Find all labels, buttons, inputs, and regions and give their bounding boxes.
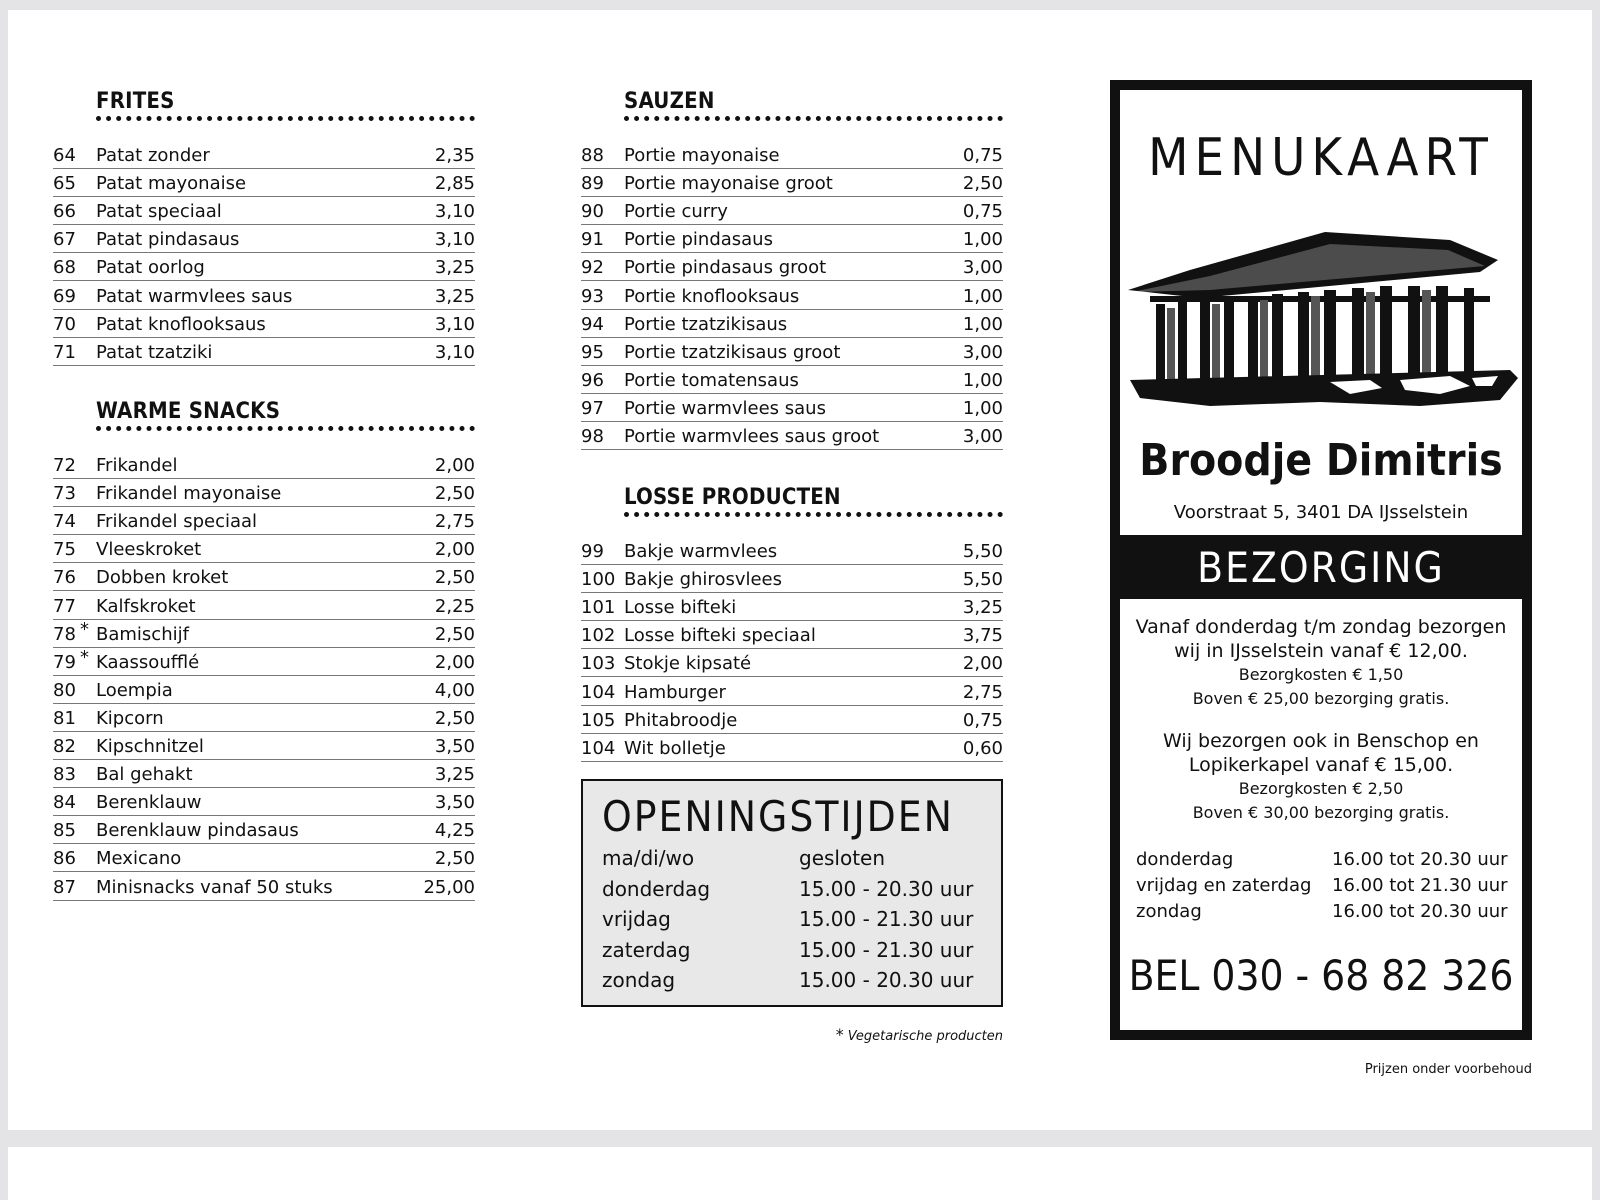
next-page-sheet xyxy=(8,1147,1592,1200)
menu-item xyxy=(53,169,475,197)
item-name: Frikandel mayonaise xyxy=(96,483,282,505)
menukaart-title: MENUKAART xyxy=(1148,128,1494,188)
openingstijden-box xyxy=(581,779,1003,1007)
hours-time: 16.00 tot 21.30 uur xyxy=(1332,875,1508,896)
item-name: Patat warmvlees saus xyxy=(96,285,293,307)
menu-item xyxy=(53,620,475,648)
hours-row xyxy=(1136,873,1522,899)
losse-producten-section xyxy=(581,484,1003,762)
item-number: 101 xyxy=(581,597,616,619)
menu-item xyxy=(581,310,1003,338)
item-number: 90 xyxy=(581,201,604,223)
item-name: Berenklauw xyxy=(96,792,202,814)
losse-producten-heading: LOSSE PRODUCTEN xyxy=(624,484,1003,517)
item-name: Frikandel speciaal xyxy=(96,511,258,533)
item-number: 97 xyxy=(581,397,604,419)
item-name: Kipcorn xyxy=(96,707,164,729)
item-price: 2,50 xyxy=(434,707,475,729)
item-number: 104 xyxy=(581,681,616,703)
hours-day: zondag xyxy=(1136,901,1202,922)
item-price: 3,50 xyxy=(434,792,475,814)
menu-item xyxy=(53,844,475,872)
item-name: Patat mayonaise xyxy=(96,173,247,195)
menu-item xyxy=(53,676,475,704)
item-number: 78 * xyxy=(53,618,89,645)
menu-item xyxy=(581,734,1003,762)
menu-item xyxy=(581,677,1003,705)
item-name: Losse bifteki xyxy=(624,597,737,619)
menu-item xyxy=(581,565,1003,593)
item-name: Patat knoflooksaus xyxy=(96,313,266,335)
item-number: 102 xyxy=(581,625,616,647)
menu-item xyxy=(581,366,1003,394)
menu-item xyxy=(53,872,475,900)
item-name: Minisnacks vanaf 50 stuks xyxy=(96,876,333,898)
item-price: 3,10 xyxy=(434,313,475,335)
hours-day: donderdag xyxy=(1136,849,1234,870)
item-price: 2,00 xyxy=(434,539,475,561)
frites-list xyxy=(53,141,475,366)
item-name: Dobben kroket xyxy=(96,567,229,589)
hours-row xyxy=(602,965,983,996)
item-name: Portie knoflooksaus xyxy=(624,285,800,307)
item-number: 92 xyxy=(581,257,604,279)
item-number: 100 xyxy=(581,569,616,591)
item-name: Patat zonder xyxy=(96,145,210,167)
item-number: 83 xyxy=(53,764,76,786)
menu-item xyxy=(53,197,475,225)
openingstijden-rows xyxy=(602,843,983,996)
item-number: 76 xyxy=(53,567,76,589)
item-price: 2,75 xyxy=(962,681,1003,703)
item-name: Portie pindasaus xyxy=(624,229,773,251)
hours-time: 15.00 - 21.30 uur xyxy=(799,907,974,931)
sauzen-section xyxy=(581,88,1003,450)
vegetarian-marker: * xyxy=(80,646,89,668)
item-price: 3,75 xyxy=(962,625,1003,647)
hours-day: zaterdag xyxy=(602,937,691,962)
menu-item xyxy=(53,760,475,788)
item-name: Portie mayonaise xyxy=(624,145,780,167)
menu-item xyxy=(53,225,475,253)
item-name: Mexicano xyxy=(96,848,182,870)
item-number: 96 xyxy=(581,369,604,391)
item-name: Kalfskroket xyxy=(96,595,196,617)
item-name: Portie warmvlees saus groot xyxy=(624,426,880,448)
hours-day: ma/di/wo xyxy=(602,846,695,870)
hours-day: vrijdag xyxy=(602,907,671,931)
delivery1-line1: Vanaf donderdag t/m zondag bezorgen xyxy=(1135,616,1507,638)
item-price: 0,75 xyxy=(962,145,1003,167)
item-number: 95 xyxy=(581,341,604,363)
item-price: 3,00 xyxy=(962,426,1003,448)
item-price: 3,25 xyxy=(962,597,1003,619)
hours-row xyxy=(602,874,983,905)
menu-item xyxy=(53,535,475,563)
item-name: Patat pindasaus xyxy=(96,229,240,251)
item-price: 3,25 xyxy=(434,257,475,279)
item-number: 99 xyxy=(581,541,604,563)
item-number: 88 xyxy=(581,145,604,167)
item-price: 4,25 xyxy=(434,820,475,842)
frites-section xyxy=(53,88,475,366)
menu-item xyxy=(53,253,475,281)
menu-item xyxy=(581,169,1003,197)
delivery2-line2: Lopikerkapel vanaf € 15,00. xyxy=(1188,754,1454,776)
item-price: 5,50 xyxy=(962,569,1003,591)
item-name: Vleeskroket xyxy=(96,539,202,561)
item-price: 0,75 xyxy=(962,201,1003,223)
item-number: 65 xyxy=(53,173,76,195)
item-price: 2,25 xyxy=(434,595,475,617)
item-price: 0,75 xyxy=(962,709,1003,731)
item-name: Portie tzatzikisaus groot xyxy=(624,341,841,363)
item-name: Portie warmvlees saus xyxy=(624,397,826,419)
item-number: 89 xyxy=(581,173,604,195)
item-name: Kipschnitzel xyxy=(96,736,204,758)
sauzen-heading: SAUZEN xyxy=(624,88,1003,121)
item-number: 81 xyxy=(53,707,76,729)
menu-item xyxy=(581,621,1003,649)
item-price: 2,85 xyxy=(434,173,475,195)
item-number: 72 xyxy=(53,455,76,477)
item-price: 1,00 xyxy=(962,313,1003,335)
item-price: 2,00 xyxy=(434,455,475,477)
item-number: 94 xyxy=(581,313,604,335)
sauzen-list xyxy=(581,141,1003,450)
phone-number: BEL 030 - 68 82 326 xyxy=(1128,951,1514,1000)
item-name: Kaassoufflé xyxy=(96,651,200,673)
item-name: Berenklauw pindasaus xyxy=(96,820,299,842)
warme-snacks-section xyxy=(53,398,475,901)
item-number: 73 xyxy=(53,483,76,505)
item-name: Wit bolletje xyxy=(624,737,726,759)
item-number: 66 xyxy=(53,201,76,223)
item-number: 82 xyxy=(53,736,76,758)
item-name: Bal gehakt xyxy=(96,764,193,786)
panel-header xyxy=(1120,90,1522,535)
item-number: 68 xyxy=(53,257,76,279)
vegetarian-note xyxy=(581,1025,1003,1044)
menu-item xyxy=(53,507,475,535)
hours-time: gesloten xyxy=(799,846,886,870)
item-name: Bamischijf xyxy=(96,623,189,645)
price-disclaimer: Prijzen onder voorbehoud xyxy=(1364,1062,1532,1077)
warme-snacks-list xyxy=(53,451,475,901)
menu-item xyxy=(53,732,475,760)
shop-address: Voorstraat 5, 3401 DA IJsselstein xyxy=(1173,502,1469,523)
item-name: Portie mayonaise groot xyxy=(624,173,833,195)
menu-item xyxy=(53,563,475,591)
menu-item xyxy=(53,816,475,844)
menu-item xyxy=(581,537,1003,565)
delivery-info xyxy=(1120,599,1522,1030)
hours-time: 15.00 - 20.30 uur xyxy=(799,876,974,901)
hours-row xyxy=(1136,847,1522,873)
menu-item xyxy=(53,591,475,619)
item-name: Loempia xyxy=(96,679,173,701)
item-number: 104 xyxy=(581,737,616,759)
hours-time: 16.00 tot 20.30 uur xyxy=(1332,901,1508,922)
item-name: Bakje ghirosvlees xyxy=(624,569,783,591)
frites-heading: FRITES xyxy=(96,88,475,121)
delivery-ijsselstein xyxy=(1120,615,1522,711)
item-price: 2,50 xyxy=(434,848,475,870)
vegetarian-marker: * xyxy=(80,618,89,640)
menu-item xyxy=(581,706,1003,734)
item-price: 1,00 xyxy=(962,229,1003,251)
item-name: Frikandel xyxy=(96,455,178,477)
item-number: 84 xyxy=(53,792,76,814)
menu-item xyxy=(581,338,1003,366)
item-number: 103 xyxy=(581,653,616,675)
bezorging-heading: BEZORGING xyxy=(1197,543,1445,592)
menu-item xyxy=(53,141,475,169)
menu-item xyxy=(53,338,475,366)
menu-item xyxy=(581,394,1003,422)
item-name: Patat tzatziki xyxy=(96,341,213,363)
hours-day: vrijdag en zaterdag xyxy=(1136,875,1312,896)
delivery1-line2: wij in IJsselstein vanaf € 12,00. xyxy=(1174,640,1468,662)
item-number: 71 xyxy=(53,341,76,363)
item-name: Portie curry xyxy=(624,201,728,223)
item-price: 3,00 xyxy=(962,341,1003,363)
item-price: 2,50 xyxy=(962,173,1003,195)
item-number: 74 xyxy=(53,511,76,533)
item-price: 3,50 xyxy=(434,736,475,758)
item-name: Stokje kipsaté xyxy=(624,653,752,675)
delivery-hours xyxy=(1120,847,1522,925)
menu-item xyxy=(581,141,1003,169)
item-price: 3,10 xyxy=(434,341,475,363)
delivery-benschop xyxy=(1120,729,1522,825)
item-price: 3,00 xyxy=(962,257,1003,279)
hours-time: 15.00 - 20.30 uur xyxy=(799,968,974,992)
info-panel xyxy=(1110,80,1532,1040)
menu-item xyxy=(53,310,475,338)
item-price: 2,00 xyxy=(962,653,1003,675)
item-name: Patat speciaal xyxy=(96,201,222,223)
vegetarian-star: * xyxy=(835,1025,844,1044)
menu-item xyxy=(53,788,475,816)
menu-item xyxy=(53,281,475,309)
item-price: 25,00 xyxy=(423,876,475,898)
menu-item xyxy=(581,253,1003,281)
item-name: Bakje warmvlees xyxy=(624,541,778,563)
parthenon-illustration xyxy=(1120,230,1522,408)
delivery1-costs: Bezorgkosten € 1,50 xyxy=(1238,665,1404,684)
item-price: 1,00 xyxy=(962,369,1003,391)
item-number: 64 xyxy=(53,145,76,167)
item-price: 3,10 xyxy=(434,229,475,251)
delivery2-free: Boven € 30,00 bezorging gratis. xyxy=(1192,803,1450,822)
shop-name: Broodje Dimitris xyxy=(1139,435,1503,486)
menu-item xyxy=(581,649,1003,677)
hours-row xyxy=(602,935,983,966)
item-price: 2,50 xyxy=(434,483,475,505)
item-number: 79 * xyxy=(53,646,89,673)
item-number: 69 xyxy=(53,285,76,307)
item-name: Patat oorlog xyxy=(96,257,205,279)
menu-item xyxy=(581,197,1003,225)
item-price: 2,00 xyxy=(434,651,475,673)
item-number: 98 xyxy=(581,426,604,448)
item-price: 1,00 xyxy=(962,397,1003,419)
menu-item xyxy=(581,593,1003,621)
item-price: 2,50 xyxy=(434,623,475,645)
hours-time: 15.00 - 21.30 uur xyxy=(799,937,974,962)
warme-snacks-heading: WARME SNACKS xyxy=(96,398,475,431)
item-price: 3,10 xyxy=(434,201,475,223)
item-number: 75 xyxy=(53,539,76,561)
item-price: 2,35 xyxy=(434,145,475,167)
menu-item xyxy=(53,648,475,676)
menu-item xyxy=(581,225,1003,253)
item-number: 85 xyxy=(53,820,76,842)
item-price: 3,25 xyxy=(434,764,475,786)
item-name: Hamburger xyxy=(624,681,726,703)
openingstijden-title: OPENINGSTIJDEN xyxy=(602,792,954,841)
menu-item xyxy=(53,451,475,479)
hours-row xyxy=(602,904,983,935)
delivery2-costs: Bezorgkosten € 2,50 xyxy=(1238,779,1404,798)
item-number: 87 xyxy=(53,876,76,898)
item-price: 2,75 xyxy=(434,511,475,533)
item-name: Portie tzatzikisaus xyxy=(624,313,788,335)
item-price: 4,00 xyxy=(434,679,475,701)
hours-row xyxy=(1136,899,1522,925)
item-number: 91 xyxy=(581,229,604,251)
item-name: Losse bifteki speciaal xyxy=(624,625,816,647)
item-number: 67 xyxy=(53,229,76,251)
hours-day: donderdag xyxy=(602,876,711,901)
hours-time: 16.00 tot 20.30 uur xyxy=(1332,849,1508,870)
item-number: 105 xyxy=(581,709,616,731)
item-price: 5,50 xyxy=(962,541,1003,563)
item-price: 1,00 xyxy=(962,285,1003,307)
item-number: 93 xyxy=(581,285,604,307)
item-number: 80 xyxy=(53,679,76,701)
menu-item xyxy=(581,422,1003,450)
item-price: 2,50 xyxy=(434,567,475,589)
menu-item xyxy=(581,281,1003,309)
item-number: 86 xyxy=(53,848,76,870)
item-number: 70 xyxy=(53,313,76,335)
hours-day: zondag xyxy=(602,968,676,992)
vegetarian-note-text: Vegetarische producten xyxy=(847,1029,1003,1044)
losse-producten-list xyxy=(581,537,1003,762)
delivery2-line1: Wij bezorgen ook in Benschop en xyxy=(1163,730,1479,752)
item-price: 0,60 xyxy=(962,737,1003,759)
hours-row xyxy=(602,843,983,874)
menu-item xyxy=(53,704,475,732)
menu-item xyxy=(53,479,475,507)
item-name: Phitabroodje xyxy=(624,709,738,731)
item-price: 3,25 xyxy=(434,285,475,307)
item-name: Portie pindasaus groot xyxy=(624,257,827,279)
delivery1-free: Boven € 25,00 bezorging gratis. xyxy=(1192,689,1450,708)
item-name: Portie tomatensaus xyxy=(624,369,799,391)
item-number: 77 xyxy=(53,595,76,617)
